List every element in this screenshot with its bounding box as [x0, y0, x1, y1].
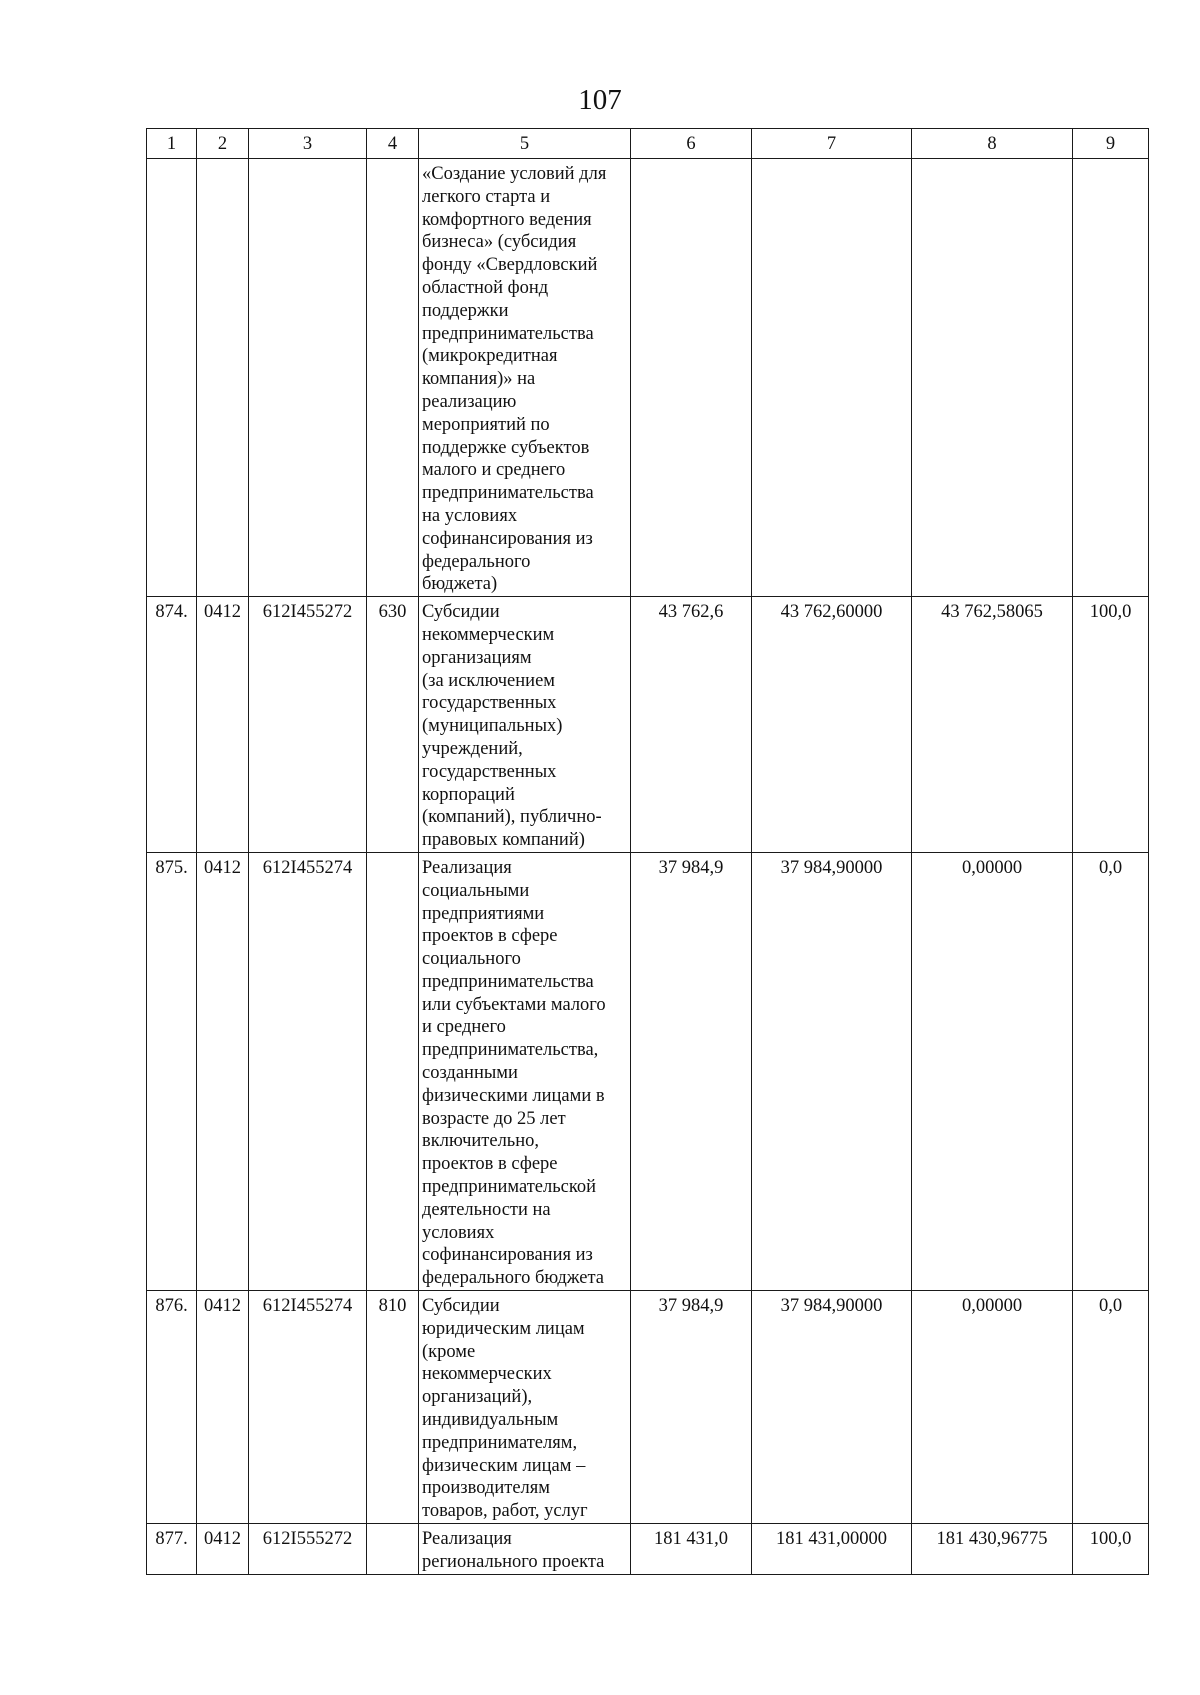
section-code-cell: 0412 [197, 852, 249, 1290]
section-code-cell: 0412 [197, 597, 249, 853]
expense-type-cell: 630 [367, 597, 419, 853]
row-number-cell: 876. [147, 1291, 197, 1524]
section-code-cell: 0412 [197, 1291, 249, 1524]
row-number-cell: 877. [147, 1524, 197, 1575]
target-code-cell: 612I455274 [249, 852, 367, 1290]
execution-percent-cell: 0,0 [1073, 1291, 1149, 1524]
column-header: 3 [249, 129, 367, 159]
column-header: 1 [147, 129, 197, 159]
amount-executed-cell: 43 762,58065 [912, 597, 1073, 853]
column-header: 4 [367, 129, 419, 159]
row-number-cell: 875. [147, 852, 197, 1290]
row-number-cell [147, 159, 197, 597]
expense-type-cell: 810 [367, 1291, 419, 1524]
item-name-cell: Субсидии юридическим лицам (кроме некоммерческих организаций), индивидуальным предпринимателям, физическим лицам – производителям товаров, работ, услуг [419, 1291, 631, 1524]
execution-percent-cell: 100,0 [1073, 597, 1149, 853]
table-body [147, 129, 1149, 1575]
amount-approved-cell: 37 984,9 [631, 852, 752, 1290]
row-number-cell: 874. [147, 597, 197, 853]
execution-percent-cell: 0,0 [1073, 852, 1149, 1290]
column-number-row [147, 129, 1149, 159]
column-header: 9 [1073, 129, 1149, 159]
target-code-cell: 612I555272 [249, 1524, 367, 1575]
target-code-cell [249, 159, 367, 597]
item-name-cell: «Создание условий для легкого старта и комфортного ведения бизнеса» (субсидия фонду «Свердловский областной фонд поддержки предпринимательства (микрокредитная компания)» на реализацию мероприятий по поддержке субъектов малого и среднего предпринимательства на условиях софинансирования из федерального бюджета) [419, 159, 631, 597]
item-name-cell: Субсидии некоммерческим организациям (за исключением государственных (муниципальных) учреждений, государственных корпораций (компаний), публично- правовых компаний) [419, 597, 631, 853]
table-row [147, 852, 1149, 1290]
target-code-cell: 612I455272 [249, 597, 367, 853]
section-code-cell: 0412 [197, 1524, 249, 1575]
table-row [147, 597, 1149, 853]
execution-percent-cell: 100,0 [1073, 1524, 1149, 1575]
table-row [147, 159, 1149, 597]
amount-planned-cell [752, 159, 912, 597]
item-name-cell: Реализация регионального проекта [419, 1524, 631, 1575]
execution-percent-cell [1073, 159, 1149, 597]
target-code-cell: 612I455274 [249, 1291, 367, 1524]
column-header: 7 [752, 129, 912, 159]
column-header: 5 [419, 129, 631, 159]
page-number: 107 [578, 84, 622, 116]
amount-planned-cell: 37 984,90000 [752, 1291, 912, 1524]
amount-approved-cell: 37 984,9 [631, 1291, 752, 1524]
budget-table [146, 128, 1149, 1575]
section-code-cell [197, 159, 249, 597]
amount-executed-cell: 0,00000 [912, 852, 1073, 1290]
amount-approved-cell [631, 159, 752, 597]
expense-type-cell [367, 159, 419, 597]
expense-type-cell [367, 852, 419, 1290]
amount-executed-cell: 181 430,96775 [912, 1524, 1073, 1575]
amount-planned-cell: 181 431,00000 [752, 1524, 912, 1575]
amount-planned-cell: 43 762,60000 [752, 597, 912, 853]
amount-executed-cell [912, 159, 1073, 597]
column-header: 8 [912, 129, 1073, 159]
item-name-cell: Реализация социальными предприятиями проектов в сфере социального предпринимательства или субъектами малого и среднего предпринимательства, созданными физическими лицами в возрасте до 25 лет включительно, проектов в сфере предпринимательской деятельности на условиях софинансирования из федерального бюджета [419, 852, 631, 1290]
amount-approved-cell: 43 762,6 [631, 597, 752, 853]
amount-planned-cell: 37 984,90000 [752, 852, 912, 1290]
table-row [147, 1524, 1149, 1575]
amount-approved-cell: 181 431,0 [631, 1524, 752, 1575]
column-header: 2 [197, 129, 249, 159]
table-row [147, 1291, 1149, 1524]
column-header: 6 [631, 129, 752, 159]
amount-executed-cell: 0,00000 [912, 1291, 1073, 1524]
expense-type-cell [367, 1524, 419, 1575]
